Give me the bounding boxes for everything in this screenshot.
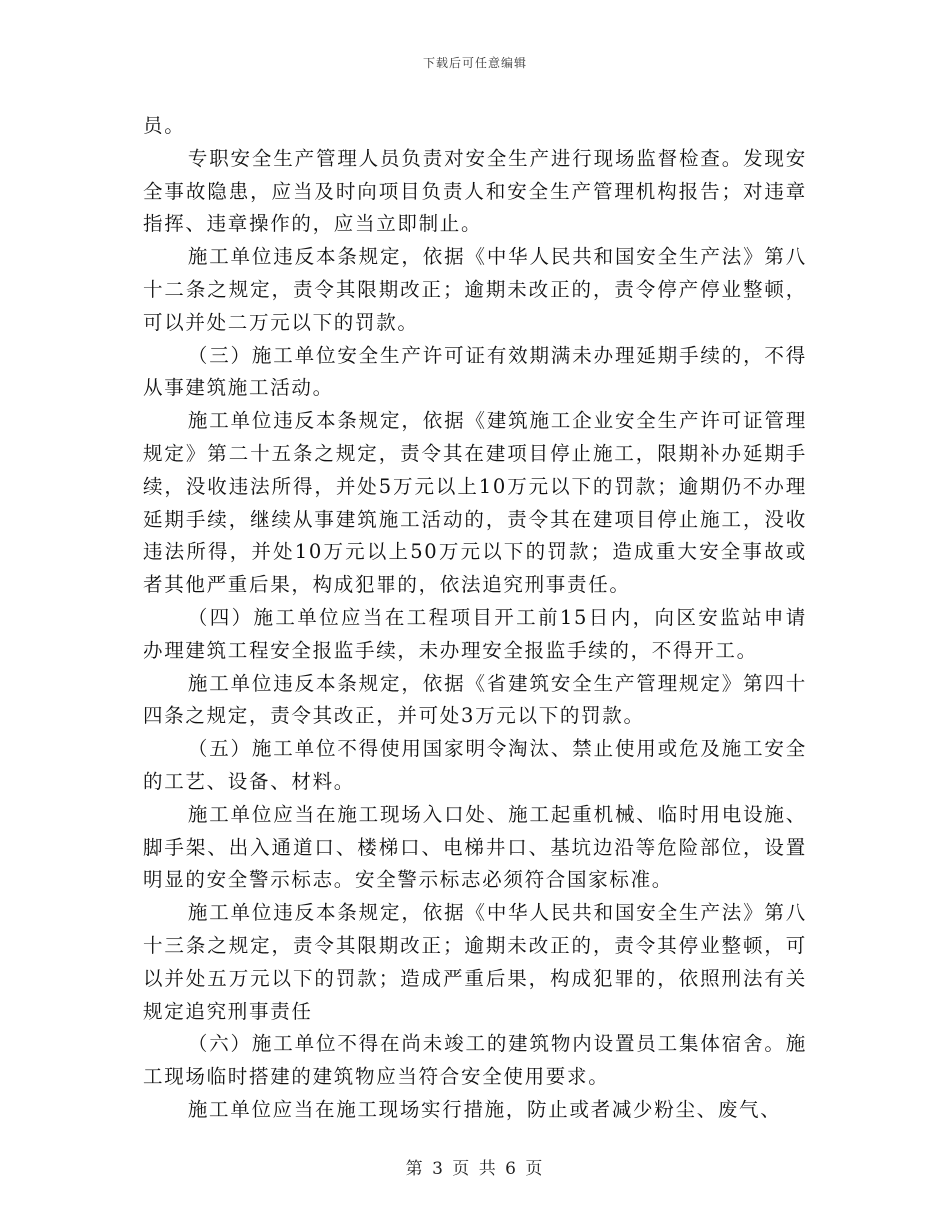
paragraph-clause-6: （六）施工单位不得在尚未竣工的建筑物内设置员工集体宿舍。施工现场临时搭建的建筑物应当符合安全使用要求。 [143,1032,807,1089]
page-header-note: 下载后可任意编辑 [422,56,527,70]
paragraph: 专职安全生产管理人员负责对安全生产进行现场监督检查。发现安全事故隐患，应当及时向项目负责人和安全生产管理机构报告；对违章指挥、违章操作的，应当立即制止。 [143,146,807,236]
paragraph: 施工单位违反本条规定，依据《中华人民共和国安全生产法》第八十二条之规定，责令其限期改正；逾期未改正的，责令停产停业整顿，可以并处二万元以下的罚款。 [143,245,807,334]
paragraph-continuation: 员。 [143,114,186,137]
paragraph: 施工单位违反本条规定，依据《中华人民共和国安全生产法》第八十三条之规定，责令其限期改正；逾期未改正的，责令其停业整顿，可以并处五万元以下的罚款；造成严重后果，构成犯罪的，依照刑法有关规定追究刑事责任 [143,901,807,1023]
paragraph-clause-5: （五）施工单位不得使用国家明令淘汰、禁止使用或危及施工安全的工艺、设备、材料。 [143,737,807,793]
paragraph: 施工单位应当在施工现场实行措施，防止或者减少粉尘、废气、 [187,1097,782,1121]
document-body [143,110,807,1127]
paragraph: 施工单位违反本条规定，依据《建筑施工企业安全生产许可证管理规定》第二十五条之规定，责令其在建项目停止施工，限期补办延期手续，没收违法所得，并处5万元以上10万元以下的罚款；逾期仍不办理延期手续，继续从事建筑施工活动的，责令其在建项目停止施工，没收违法所得，并处10万元以上50万元以下的罚款；造成重大安全事故或者其他严重后果，构成犯罪的，依法追究刑事责任。 [143,409,807,597]
paragraph: 施工单位违反本条规定，依据《省建筑安全生产管理规定》第四十四条之规定，责令其改正，并可处3万元以下的罚款。 [143,671,807,728]
paragraph-clause-3: （三）施工单位安全生产许可证有效期满未办理延期手续的，不得从事建筑施工活动。 [143,343,807,400]
paragraph-clause-4: （四）施工单位应当在工程项目开工前15日内，向区安监站申请办理建筑工程安全报监手续，未办理安全报监手续的，不得开工。 [143,605,807,662]
paragraph: 施工单位应当在施工现场入口处、施工起重机械、临时用电设施、脚手架、出入通道口、楼梯口、电梯井口、基坑边沿等危险部位，设置明显的安全警示标志。安全警示标志必须符合国家标准。 [143,802,807,892]
page-number: 第 3 页 共 6 页 [405,1159,545,1179]
